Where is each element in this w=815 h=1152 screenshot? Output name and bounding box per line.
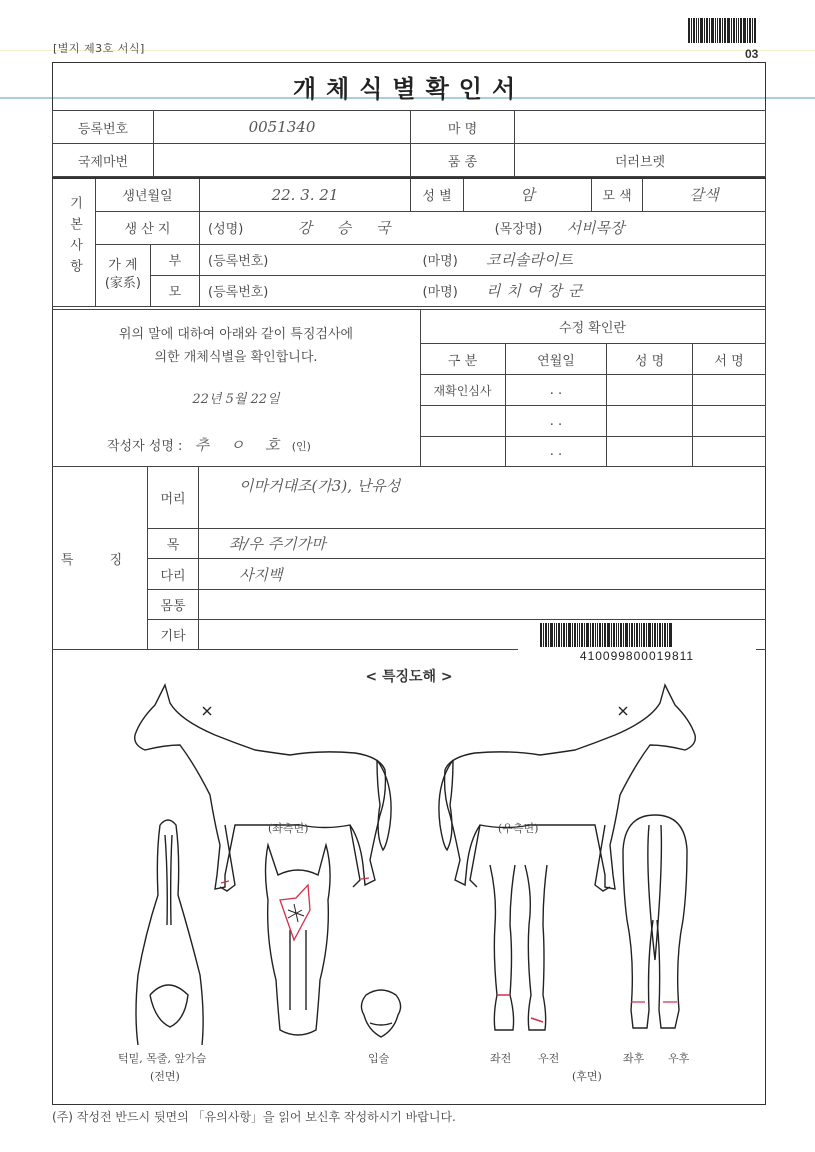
feature-label-legs: 다리	[148, 559, 199, 590]
revision-header-sign: 서 명	[693, 344, 766, 375]
front-view-label: (전면)	[150, 1070, 180, 1083]
color-value: 갈색	[643, 178, 766, 211]
diagram-title: < 특징도해 >	[365, 669, 453, 685]
dam-name-value: 리치여장군	[485, 282, 589, 300]
breeder-row	[200, 211, 766, 244]
revision-header-type: 구 분	[420, 344, 506, 375]
breed-value: 더러브렛	[515, 144, 766, 177]
left-side-label: (좌측면)	[268, 822, 309, 835]
sire-name-label: (마명)	[422, 254, 458, 269]
sire-reg-label: (등록번호)	[208, 254, 269, 269]
revision-title: 수정 확인란	[420, 310, 766, 344]
pedigree-label: 가 계 (家系)	[96, 244, 151, 306]
horse-lips-icon	[356, 985, 406, 1045]
reg-no-value: 0051340	[154, 111, 411, 144]
basic-info-table	[52, 177, 766, 307]
breeder-label: 생 산 지	[96, 211, 200, 244]
revision-header-date: 연월일	[506, 344, 607, 375]
revision-table	[420, 309, 766, 467]
horse-name-label: 마 명	[411, 111, 515, 144]
document-title: 개체식별확인서	[292, 74, 526, 103]
feature-label-head: 머리	[148, 467, 199, 529]
feature-value-legs: 사지백	[199, 559, 767, 590]
author-signature: 추 ㅇ 호	[194, 436, 288, 454]
barcode-sticker	[518, 620, 756, 664]
feature-label-neck: 목	[148, 529, 199, 559]
birth-label: 생년월일	[96, 178, 200, 211]
revision-row: . .	[420, 406, 766, 437]
horse-front-chest-icon	[130, 815, 210, 1050]
dam-reg-label: (등록번호)	[208, 285, 269, 300]
sex-value: 암	[464, 178, 592, 211]
barcode-number: 410099800019811	[579, 649, 695, 663]
left-hind-label: 좌후	[623, 1052, 645, 1065]
rear-view-label: (후면)	[572, 1070, 602, 1083]
sire-row	[200, 244, 766, 275]
horse-front-legs-icon	[485, 855, 555, 1035]
registration-table	[52, 110, 766, 177]
barcode-bars	[540, 623, 748, 647]
revision-header-name: 성 명	[607, 344, 693, 375]
farm-value: 서비목장	[566, 219, 625, 237]
lips-label: 입술	[368, 1052, 390, 1065]
breeder-name-value: 강 승 국	[297, 219, 401, 237]
front-caption: 턱밑, 목줄, 앞가슴	[118, 1052, 207, 1065]
feature-label-body: 몸통	[148, 590, 199, 620]
statement-line-1: 위의 말에 대하여 아래와 같이 특징검사에	[118, 327, 354, 342]
dam-row	[200, 275, 766, 306]
birth-value: 22. 3. 21	[200, 178, 411, 211]
basic-info-section-label: 기본사항	[53, 178, 96, 306]
right-fore-label: 우전	[538, 1052, 560, 1065]
sire-label: 부	[150, 244, 199, 275]
horse-rear-view-icon	[615, 810, 695, 1035]
footer-note: (주) 작성전 반드시 뒷면의 「유의사항」을 읽어 보신후 작성하시기 바랍니다.	[52, 1110, 456, 1124]
intl-no-label: 국제마번	[53, 144, 154, 177]
horse-face-icon	[258, 840, 338, 1040]
revision-row: . .	[420, 437, 766, 467]
right-hind-label: 우후	[668, 1052, 690, 1065]
feature-value-neck: 좌/우 주기가마	[199, 529, 767, 559]
breeder-name-label: (성명)	[208, 222, 244, 237]
revision-row: 재확인심사 . .	[420, 375, 766, 406]
reg-no-label: 등록번호	[53, 111, 154, 144]
right-side-label: (우측면)	[498, 822, 539, 835]
form-number-label: [별지 제3호 서식]	[53, 42, 145, 55]
page-number: 03	[745, 47, 759, 61]
farm-label: (목장명)	[494, 222, 543, 237]
feature-value-body	[199, 590, 767, 620]
dam-name-label: (마명)	[422, 285, 458, 300]
features-section-label: 특 징	[52, 467, 148, 650]
author-label: 작성자 성명 :	[107, 439, 183, 454]
confirmation-date: 22년 5월 22일	[192, 392, 280, 407]
breed-label: 품 종	[411, 144, 515, 177]
top-barcode	[688, 18, 764, 43]
author-line	[107, 434, 311, 455]
seal-mark: (인)	[291, 440, 311, 453]
horse-name-value	[515, 111, 766, 144]
sex-label: 성 별	[411, 178, 464, 211]
statement-line-2: 의한 개체식별을 확인합니다.	[154, 350, 318, 365]
intl-no-value	[154, 144, 411, 177]
color-label: 모 색	[592, 178, 643, 211]
dam-label: 모	[150, 275, 199, 306]
confirmation-block	[52, 309, 421, 467]
sire-name-value: 코리솔라이트	[485, 251, 573, 269]
feature-value-head: 이마거대조(가3), 난유성	[199, 467, 767, 529]
left-fore-label: 좌전	[490, 1052, 512, 1065]
feature-label-other: 기타	[148, 620, 199, 650]
